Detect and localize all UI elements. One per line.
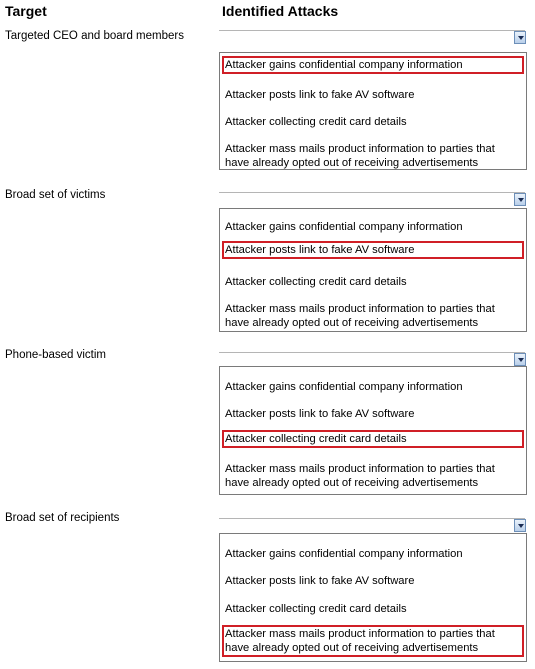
attacks-column-header: Identified Attacks	[222, 3, 339, 19]
list-item[interactable]: Attacker posts link to fake AV software	[225, 575, 415, 587]
list-item[interactable]: Attacker mass mails product information to parties that have already opted out of receiving advertisements	[225, 463, 495, 489]
attack-dropdown-broad-victims[interactable]	[219, 192, 525, 205]
attack-listbox-phone-victim[interactable]	[219, 366, 527, 495]
list-item[interactable]: Attacker gains confidential company information	[225, 548, 463, 560]
list-item[interactable]: Attacker gains confidential company information	[225, 381, 463, 393]
attack-listbox-broad-victims[interactable]	[219, 208, 527, 332]
target-column-header: Target	[5, 3, 47, 19]
list-item[interactable]: Attacker collecting credit card details	[225, 276, 407, 288]
attack-listbox-ceo[interactable]	[219, 52, 527, 170]
attack-dropdown-broad-recipients[interactable]	[219, 518, 525, 531]
list-item[interactable]: Attacker posts link to fake AV software	[225, 89, 415, 101]
list-item[interactable]: Attacker mass mails product information to parties that have already opted out of receiving advertisements	[225, 143, 495, 169]
list-item[interactable]: Attacker gains confidential company information	[225, 221, 463, 233]
chevron-down-icon[interactable]	[514, 519, 526, 532]
attack-listbox-broad-recipients[interactable]	[219, 533, 527, 662]
target-label-ceo: Targeted CEO and board members	[5, 30, 184, 42]
attack-dropdown-ceo[interactable]	[219, 30, 525, 43]
list-item[interactable]: Attacker mass mails product information to parties that have already opted out of receiving advertisements	[225, 303, 495, 329]
list-item[interactable]: Attacker collecting credit card details	[225, 116, 407, 128]
chevron-down-icon[interactable]	[514, 193, 526, 206]
list-item[interactable]: Attacker posts link to fake AV software	[225, 408, 415, 420]
target-label-phone-victim: Phone-based victim	[5, 349, 106, 361]
target-label-broad-recipients: Broad set of recipients	[5, 512, 120, 524]
chevron-down-icon[interactable]	[514, 353, 526, 366]
list-item[interactable]: Attacker collecting credit card details	[222, 430, 524, 448]
attack-dropdown-phone-victim[interactable]	[219, 352, 525, 365]
list-item[interactable]: Attacker collecting credit card details	[225, 603, 407, 615]
list-item[interactable]: Attacker posts link to fake AV software	[222, 241, 524, 259]
list-item[interactable]: Attacker mass mails product information to parties that have already opted out of receiving advertisements	[222, 625, 524, 657]
chevron-down-icon[interactable]	[514, 31, 526, 44]
target-label-broad-victims: Broad set of victims	[5, 189, 106, 201]
list-item[interactable]: Attacker gains confidential company information	[222, 56, 524, 74]
